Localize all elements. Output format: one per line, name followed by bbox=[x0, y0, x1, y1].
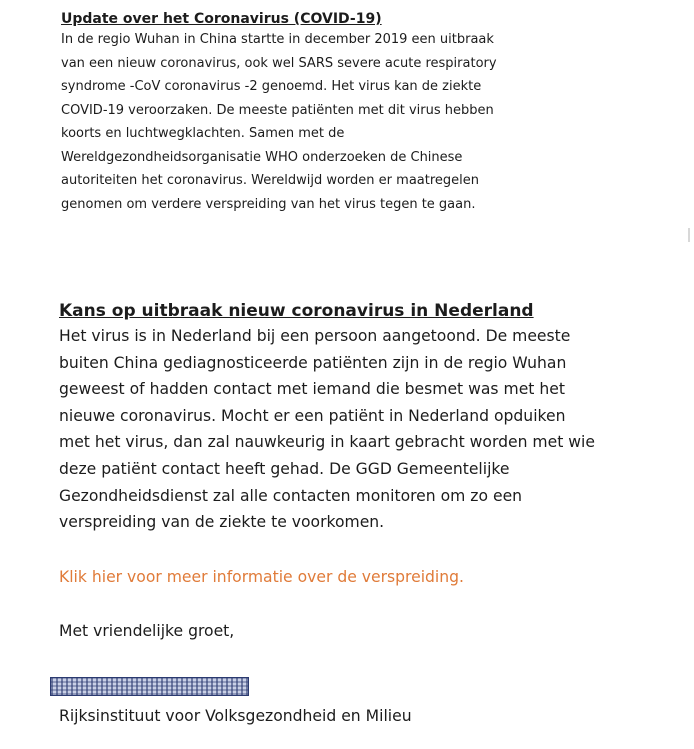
intro-line: In de regio Wuhan in China startte in december 2019 een uitbraak bbox=[61, 32, 494, 47]
netherlands-section bbox=[59, 299, 679, 536]
intro-line: syndrome -CoV coronavirus -2 genoemd. Het virus kan de ziekte bbox=[61, 79, 482, 94]
netherlands-line: geweest of hadden contact met iemand die besmet was met het bbox=[59, 380, 565, 399]
intro-line: koorts en luchtwegklachten. Samen met de bbox=[61, 126, 345, 141]
redacted-signature bbox=[50, 677, 249, 696]
edge-mark bbox=[688, 228, 690, 242]
netherlands-line: Gezondheidsdienst zal alle contacten monitoren om zo een bbox=[59, 486, 523, 505]
intro-line: van een nieuw coronavirus, ook wel SARS severe acute respiratory bbox=[61, 55, 497, 71]
intro-section bbox=[61, 10, 581, 216]
intro-line: genomen om verdere verspreiding van het virus tegen te gaan. bbox=[61, 196, 476, 212]
netherlands-line: Het virus is in Nederland bij een persoon aangetoond. De meeste bbox=[59, 327, 571, 345]
netherlands-title: Kans op uitbraak nieuw coronavirus in Nederland bbox=[59, 301, 534, 321]
intro-title: Update over het Coronavirus (COVID-19) bbox=[61, 11, 382, 27]
netherlands-line: verspreiding van de ziekte te voorkomen. bbox=[59, 513, 385, 532]
netherlands-line: buiten China gediagnosticeerde patiënten zijn in de regio Wuhan bbox=[59, 353, 567, 372]
intro-line: COVID-19 veroorzaken. De meeste patiënten met dit virus hebben bbox=[61, 102, 494, 118]
greeting: Met vriendelijke groet, bbox=[59, 622, 235, 640]
netherlands-paragraph bbox=[59, 323, 679, 536]
organization-name: Rijksinstituut voor Volksgezondheid en Milieu bbox=[59, 707, 412, 725]
netherlands-line: nieuwe coronavirus. Mocht er een patiënt in Nederland opduiken bbox=[59, 406, 566, 425]
intro-paragraph bbox=[61, 28, 581, 216]
intro-line: Wereldgezondheidsorganisatie WHO onderzoeken de Chinese bbox=[61, 149, 463, 165]
netherlands-line: deze patiënt contact heeft gehad. De GGD Gemeentelijke bbox=[59, 459, 510, 478]
more-info-link[interactable]: Klik hier voor meer informatie over de verspreiding. bbox=[59, 568, 465, 586]
netherlands-line: met het virus, dan zal nauwkeurig in kaart gebracht worden met wie bbox=[59, 433, 595, 452]
intro-line: autoriteiten het coronavirus. Wereldwijd worden er maatregelen bbox=[61, 173, 479, 188]
